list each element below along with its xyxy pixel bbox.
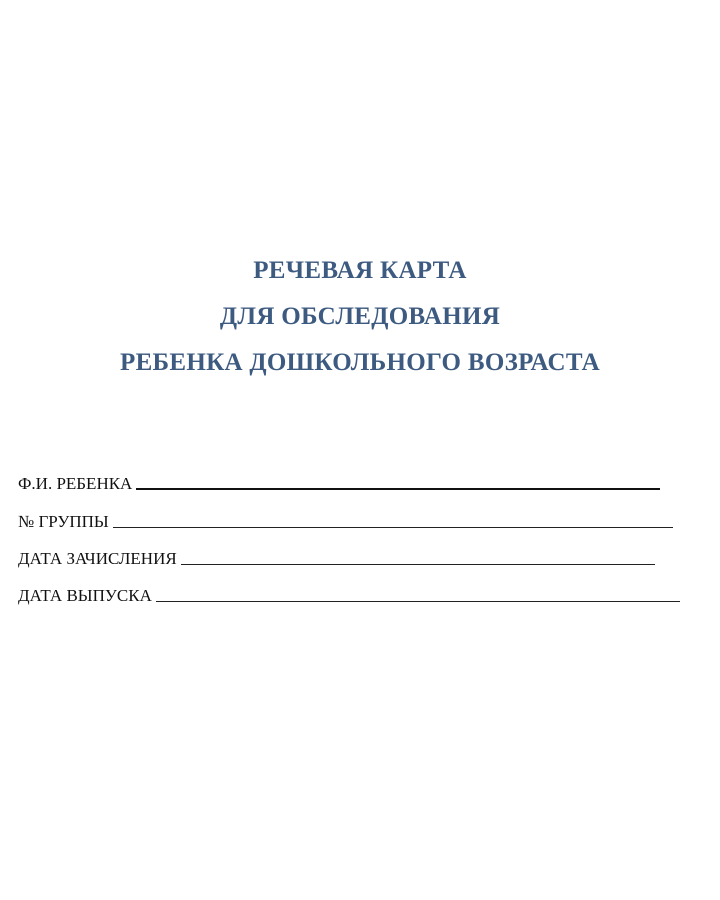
graduation-date-label: ДАТА ВЫПУСКА (18, 586, 152, 605)
title-line-3: РЕБЕНКА ДОШКОЛЬНОГО ВОЗРАСТА (120, 349, 600, 376)
title-line-1: РЕЧЕВАЯ КАРТА (253, 257, 467, 284)
group-number-field (18, 506, 673, 532)
group-number-line[interactable] (113, 527, 673, 528)
title-line-2: ДЛЯ ОБСЛЕДОВАНИЯ (219, 303, 501, 330)
graduation-date-line[interactable] (156, 601, 680, 602)
enrollment-date-line[interactable] (181, 564, 463, 565)
enrollment-date-line-extension (463, 564, 655, 565)
document-title (0, 248, 720, 386)
child-name-field (18, 468, 660, 494)
enrollment-date-label: ДАТА ЗАЧИСЛЕНИЯ (18, 549, 177, 568)
graduation-date-field (18, 580, 680, 606)
group-number-label: № ГРУППЫ (18, 512, 109, 531)
child-name-line[interactable] (136, 488, 660, 490)
child-name-label: Ф.И. РЕБЕНКА (18, 474, 133, 493)
enrollment-date-field (18, 543, 655, 569)
